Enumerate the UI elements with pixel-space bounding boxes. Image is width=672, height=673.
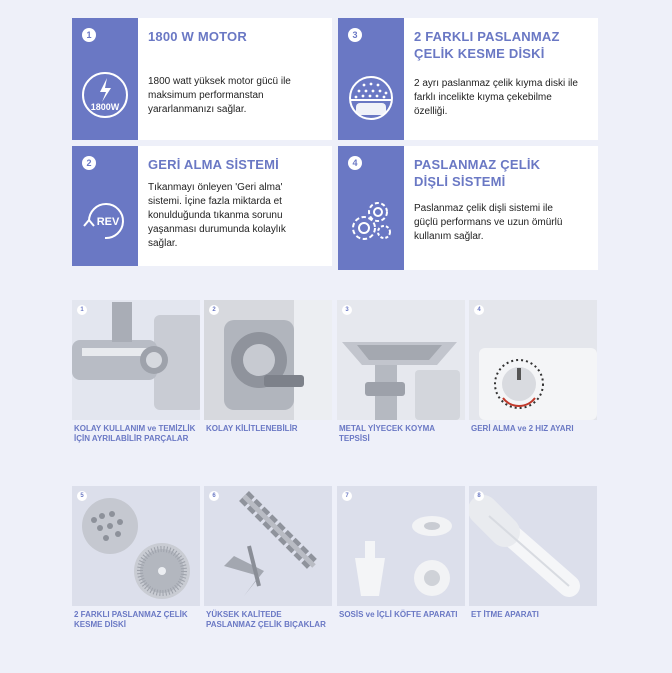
product-tile: [469, 486, 597, 620]
metal-tray-image: [337, 300, 465, 420]
feature-number: 3: [348, 28, 362, 42]
product-caption: SOSİS ve İÇLİ KÖFTE APARATI: [339, 610, 458, 619]
tile-number: 4: [474, 305, 484, 315]
feature-number: 2: [82, 156, 96, 170]
gears-icon: [346, 196, 396, 246]
product-caption: KOLAY KİLİTLENEBİLİR: [206, 424, 298, 433]
feature-icon-panel: [72, 146, 138, 266]
cutting-discs-image: [72, 486, 200, 606]
tile-number: 7: [342, 491, 352, 501]
feature-text: Tıkanmayı önleyen 'Geri alma' sistemi. İçine fazla miktarda et konulduğunda tıkanma sorunu yaşanması durumunda kolaylık sağlar.: [148, 182, 286, 249]
feature-title: 1800 W MOTOR: [148, 29, 247, 44]
feature-icon-panel: [338, 18, 404, 140]
product-photo: [469, 300, 597, 420]
speed-control-image: [469, 300, 597, 420]
feature-text: 1800 watt yüksek motor gücü ile maksimum performanstan yararlanmanızı sağlar.: [148, 76, 291, 115]
feature-card-disc: [338, 18, 598, 140]
feature-title: PASLANMAZ ÇELİK DİŞLİ SİSTEMİ: [414, 157, 541, 189]
product-tile: [204, 486, 332, 630]
reverse-icon-label: REV: [96, 216, 120, 228]
product-caption: ET İTME APARATI: [471, 610, 539, 619]
tile-number: 8: [474, 491, 484, 501]
tile-number: 6: [209, 491, 219, 501]
feature-card-gears: [338, 146, 598, 270]
tile-number: 3: [342, 305, 352, 315]
product-tile: [72, 486, 200, 630]
product-photo: [72, 486, 200, 606]
tile-number: 5: [77, 491, 87, 501]
feature-number: 1: [82, 28, 96, 42]
product-photo: [337, 486, 465, 606]
cutting-disc-icon: [346, 73, 396, 123]
feature-card-reverse: [72, 146, 332, 266]
tile-number: 1: [77, 305, 87, 315]
product-tile: [469, 300, 597, 434]
meat-pusher-image: [469, 486, 597, 606]
feature-title: 2 FARKLI PASLANMAZ ÇELİK KESME DİSKİ: [414, 29, 560, 61]
grinder-lock-image: [204, 300, 332, 420]
feature-text: 2 ayrı paslanmaz çelik kıyma diski ile farklı incelikte kıyma çekebilme özelliği.: [414, 78, 578, 117]
product-tile: [204, 300, 332, 434]
feature-number: 4: [348, 156, 362, 170]
product-caption: YÜKSEK KALİTEDE PASLANMAZ ÇELİK BIÇAKLAR: [206, 610, 326, 629]
blades-image: [204, 486, 332, 606]
feature-text: Paslanmaz çelik dişli sistemi ile güçlü performans ve uzun ömürlü kullanım sağlar.: [414, 203, 563, 242]
product-photo: [204, 486, 332, 606]
feature-title: GERİ ALMA SİSTEMİ: [148, 157, 279, 172]
feature-icon-panel: [338, 146, 404, 270]
reverse-icon: [80, 196, 130, 246]
product-caption: 2 FARKLI PASLANMAZ ÇELİK KESME DİSKİ: [74, 610, 188, 629]
product-caption: METAL YİYECEK KOYMA TEPSİSİ: [339, 424, 435, 443]
product-photo: [72, 300, 200, 420]
sausage-kibbeh-attachment-image: [337, 486, 465, 606]
feature-icon-panel: [72, 18, 138, 140]
product-caption: KOLAY KULLANIM ve TEMİZLİK İÇİN AYRILABİLİR PARÇALAR: [74, 424, 196, 443]
tile-number: 2: [209, 305, 219, 315]
motor-1800w-icon: [80, 70, 130, 120]
feature-card-motor: [72, 18, 332, 140]
product-tile: [72, 300, 200, 444]
motor-icon-label: 1800W: [90, 102, 120, 112]
product-tile: [337, 300, 465, 444]
product-photo: [204, 300, 332, 420]
product-tile: [337, 486, 465, 620]
product-photo: [469, 486, 597, 606]
product-photo: [337, 300, 465, 420]
grinder-parts-image: [72, 300, 200, 420]
product-caption: GERİ ALMA ve 2 HIZ AYARI: [471, 424, 574, 433]
